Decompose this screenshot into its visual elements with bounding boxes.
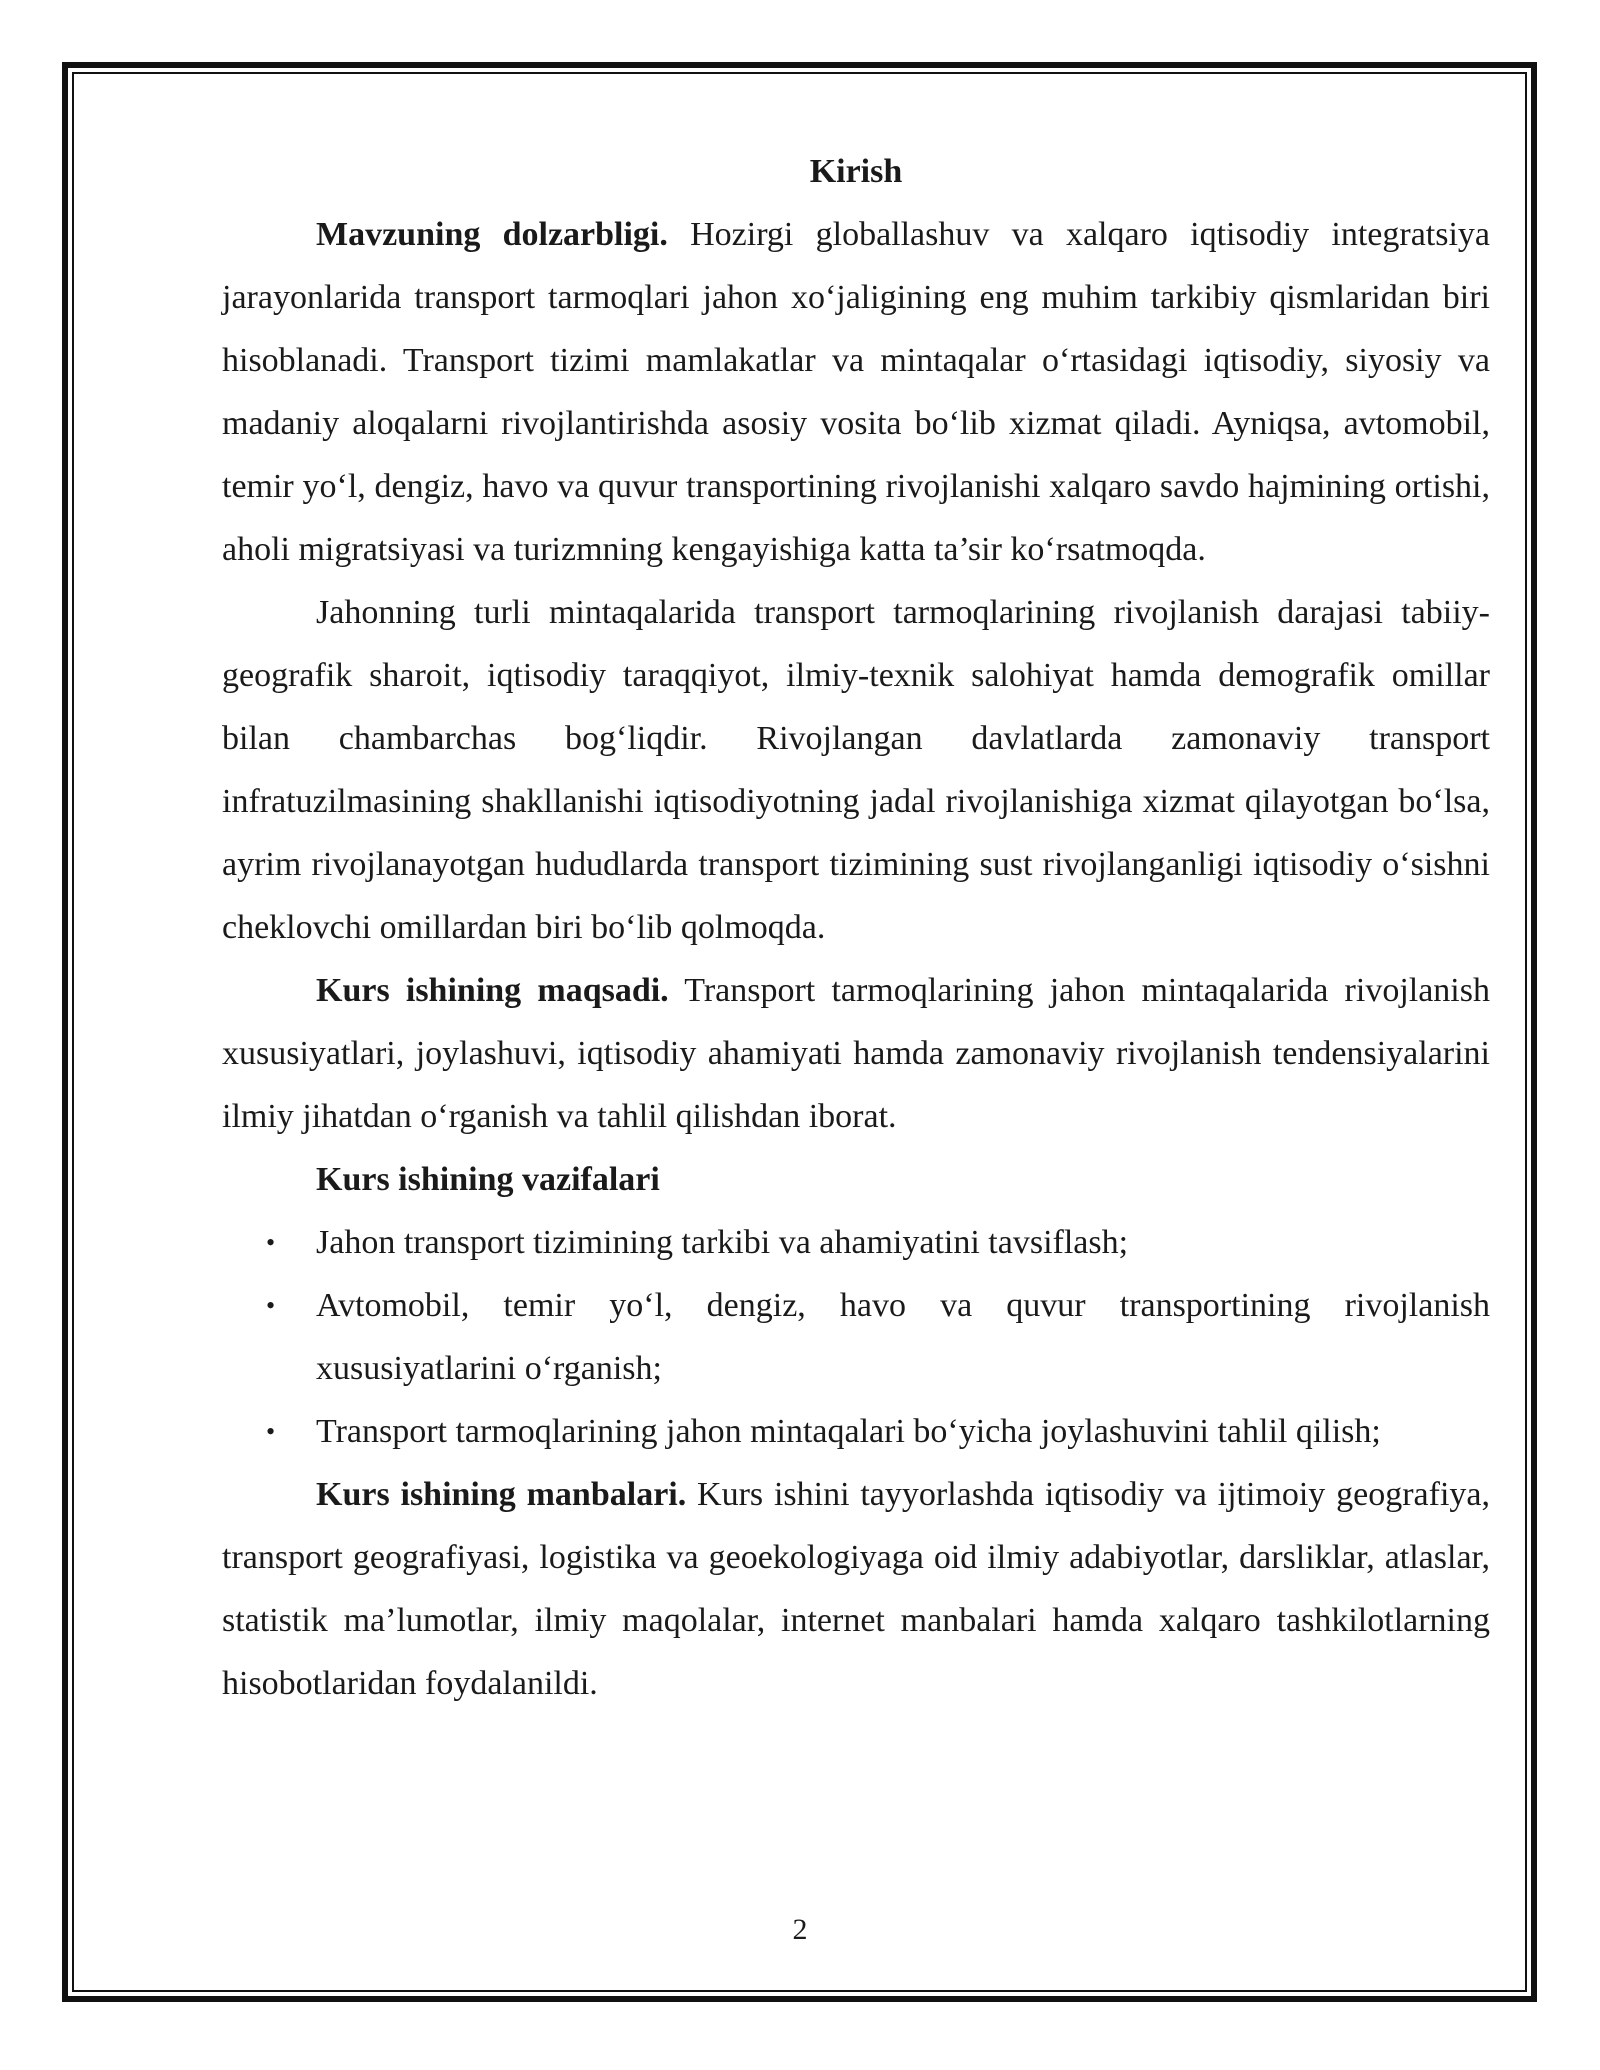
goal-label: Kurs ishining maqsadi. xyxy=(316,972,669,1009)
bullet-icon: • xyxy=(266,1291,276,1320)
list-item-text: Jahon transport tizimining tarkibi va ahamiyatini tavsiflash; xyxy=(316,1224,1129,1261)
list-item xyxy=(222,1400,1490,1463)
relevance-paragraph xyxy=(222,203,1490,581)
list-item-text: Avtomobil, temir yo‘l, dengiz, havo va quvur transportining rivojlanish xususiyatlarini o‘rganish; xyxy=(316,1287,1490,1387)
list-item xyxy=(222,1211,1490,1274)
list-item-text: Transport tarmoqlarining jahon mintaqalari bo‘yicha joylashuvini tahlil qilish; xyxy=(316,1413,1381,1450)
relevance-text: Hozirgi globallashuv va xalqaro iqtisodiy integratsiya jarayonlarida transport tarmoqlari jahon xo‘jaligining eng muhim tarkibiy qismlaridan biri hisoblanadi. Transport tizimi mamlakatlar va mintaqalar o‘rtasidagi iqtisodiy, siyosiy va madaniy aloqalarni rivojlantirishda asosiy vosita bo‘lib xizmat qiladi. Ayniqsa, avtomobil, temir yo‘l, dengiz, havo va quvur transportining rivojlanishi xalqaro savdo hajmining ortishi, aholi migratsiyasi va turizmning kengayishiga katta ta’sir ko‘rsatmoqda. xyxy=(222,216,1491,568)
sources-paragraph xyxy=(222,1463,1490,1715)
page-number: 2 xyxy=(792,1913,808,1946)
goal-paragraph xyxy=(222,959,1490,1148)
sources-label: Kurs ishining manbalari. xyxy=(316,1476,687,1513)
tasks-heading: Kurs ishining vazifalari xyxy=(316,1161,660,1198)
tasks-list xyxy=(222,1211,1490,1463)
sources-text: Kurs ishini tayyorlashda iqtisodiy va ijtimoiy geografiya, transport geografiyasi, logistika va geoekologiyaga oid ilmiy adabiyotlar, darsliklar, atlaslar, statistik ma’lumotlar, ilmiy maqolalar, internet manbalari hamda xalqaro tashkilotlarning hisobotlaridan foydalanildi. xyxy=(222,1476,1490,1702)
bullet-icon: • xyxy=(266,1417,276,1446)
relevance-label: Mavzuning dolzarbligi. xyxy=(316,216,668,253)
document-body xyxy=(222,140,1490,1715)
page-title: Kirish xyxy=(809,153,903,190)
goal-text: Transport tarmoqlarining jahon mintaqalarida rivojlanish xususiyatlari, joylashuvi, iqtisodiy ahamiyati hamda zamonaviy rivojlanish tendensiyalarini ilmiy jihatdan o‘rganish va tahlil qilishdan iborat. xyxy=(222,972,1490,1135)
regional-development-paragraph: Jahonning turli mintaqalarida transport tarmoqlarining rivojlanish darajasi tabiiy-geografik sharoit, iqtisodiy taraqqiyot, ilmiy-texnik salohiyat hamda demografik omillar bilan chambarchas bog‘liqdir. Rivojlangan davlatlarda zamonaviy transport infratuzilmasining shakllanishi iqtisodiyotning jadal rivojlanishiga xizmat qilayotgan bo‘lsa, ayrim rivojlanayotgan hududlarda transport tizimining sust rivojlanganligi iqtisodiy o‘sishni cheklovchi omillardan biri bo‘lib qolmoqda. xyxy=(222,594,1490,946)
bullet-icon: • xyxy=(266,1228,276,1257)
list-item xyxy=(222,1274,1490,1400)
